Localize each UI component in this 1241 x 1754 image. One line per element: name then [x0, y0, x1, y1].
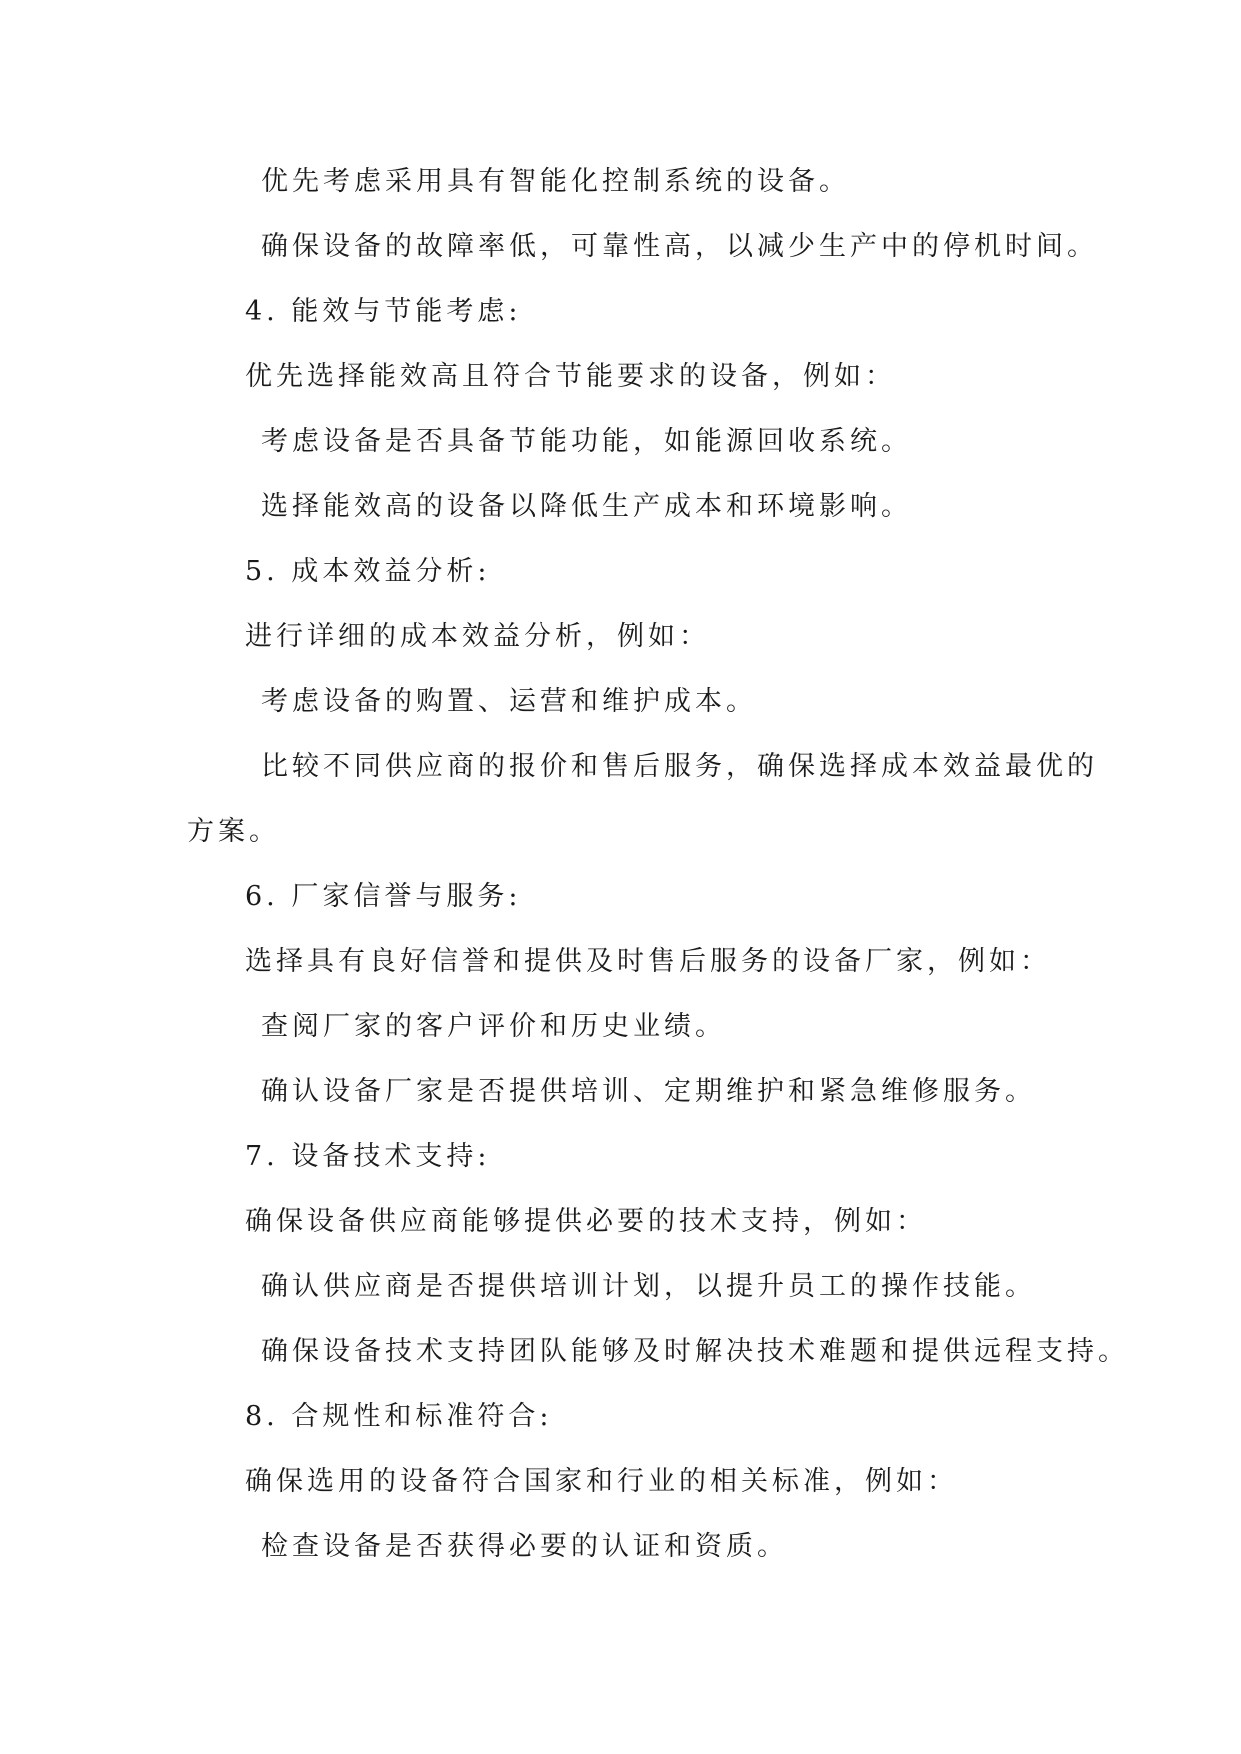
text-line: 方案。 [187, 816, 280, 847]
text-line: 确认供应商是否提供培训计划，以提升员工的操作技能。 [261, 1271, 1036, 1302]
section-heading: 8. 合规性和标准符合: [245, 1401, 553, 1432]
text-line: 确保设备技术支持团队能够及时解决技术难题和提供远程支持。 [261, 1336, 1129, 1367]
section-heading: 6. 厂家信誉与服务: [245, 881, 522, 912]
text-line: 检查设备是否获得必要的认证和资质。 [261, 1531, 788, 1562]
section-heading: 7. 设备技术支持: [245, 1141, 491, 1172]
text-line: 确保设备的故障率低，可靠性高，以减少生产中的停机时间。 [261, 231, 1098, 262]
text-line: 确保选用的设备符合国家和行业的相关标准，例如： [245, 1466, 958, 1497]
text-line: 选择能效高的设备以降低生产成本和环境影响。 [261, 491, 912, 522]
text-line: 优先选择能效高且符合节能要求的设备，例如： [245, 361, 896, 392]
section-heading: 4. 能效与节能考虑: [245, 296, 522, 327]
text-line: 查阅厂家的客户评价和历史业绩。 [261, 1011, 726, 1042]
text-line: 确认设备厂家是否提供培训、定期维护和紧急维修服务。 [261, 1076, 1036, 1107]
text-line: 选择具有良好信誉和提供及时售后服务的设备厂家，例如： [245, 946, 1051, 977]
text-line: 考虑设备的购置、运营和维护成本。 [261, 686, 757, 717]
section-heading: 5. 成本效益分析: [245, 556, 491, 587]
text-line: 确保设备供应商能够提供必要的技术支持，例如： [245, 1206, 927, 1237]
text-line: 考虑设备是否具备节能功能，如能源回收系统。 [261, 426, 912, 457]
text-line: 优先考虑采用具有智能化控制系统的设备。 [261, 166, 850, 197]
text-line: 比较不同供应商的报价和售后服务，确保选择成本效益最优的 [261, 751, 1098, 782]
text-line: 进行详细的成本效益分析，例如： [245, 621, 710, 652]
